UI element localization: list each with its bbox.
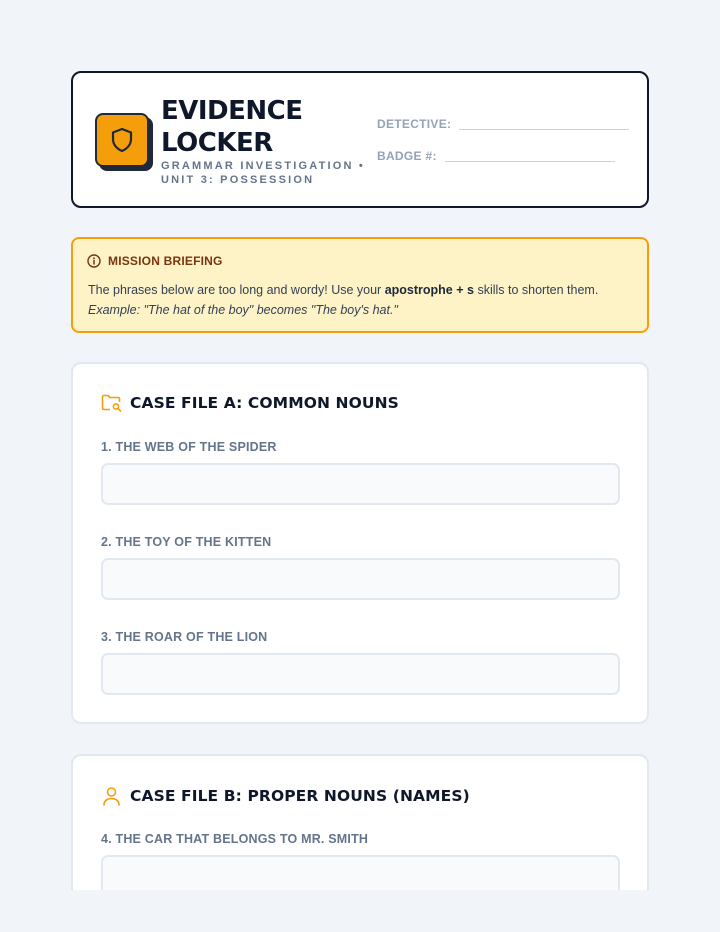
question-2-input[interactable] — [101, 558, 620, 600]
page-subtitle: GRAMMAR INVESTIGATION • UNIT 3: POSSESSION — [161, 160, 365, 186]
briefing-heading — [87, 254, 223, 268]
question-2-label: 2. THE TOY OF THE KITTEN — [101, 535, 272, 549]
briefing-text-bold: apostrophe + s — [384, 283, 474, 297]
briefing-text — [88, 280, 638, 320]
page-title: EVIDENCE LOCKER — [161, 96, 303, 158]
case-file-a-title-text: CASE FILE A: COMMON NOUNS — [130, 394, 399, 412]
mission-briefing — [71, 237, 649, 333]
header-card — [71, 71, 649, 208]
badge-label: BADGE #: — [377, 149, 437, 163]
question-3-input[interactable] — [101, 653, 620, 695]
folder-search-icon — [101, 394, 122, 412]
question-1-label: 1. THE WEB OF THE SPIDER — [101, 440, 277, 454]
badge-logo — [95, 113, 149, 167]
shield-icon — [110, 127, 134, 153]
briefing-example: Example: "The hat of the boy" becomes "The boy's hat." — [88, 303, 398, 317]
detective-line[interactable] — [459, 129, 629, 130]
badge-field[interactable] — [377, 149, 615, 163]
case-file-b — [71, 754, 649, 890]
case-file-a — [71, 362, 649, 724]
badge-line[interactable] — [445, 161, 615, 162]
case-file-b-title — [101, 786, 470, 806]
detective-field[interactable] — [377, 117, 629, 131]
briefing-heading-text: MISSION BRIEFING — [108, 254, 223, 268]
user-icon — [101, 786, 122, 806]
detective-label: DETECTIVE: — [377, 117, 452, 131]
question-4-label: 4. THE CAR THAT BELONGS TO MR. SMITH — [101, 832, 369, 846]
briefing-text-end: skills to shorten them. — [473, 283, 599, 297]
question-1-input[interactable] — [101, 463, 620, 505]
question-4-input[interactable] — [101, 855, 620, 890]
info-icon — [87, 254, 101, 268]
case-file-a-title — [101, 394, 399, 412]
briefing-text-start: The phrases below are too long and wordy! Use your — [88, 283, 385, 297]
case-file-b-title-text: CASE FILE B: PROPER NOUNS (NAMES) — [130, 787, 470, 805]
question-3-label: 3. THE ROAR OF THE LION — [101, 630, 268, 644]
